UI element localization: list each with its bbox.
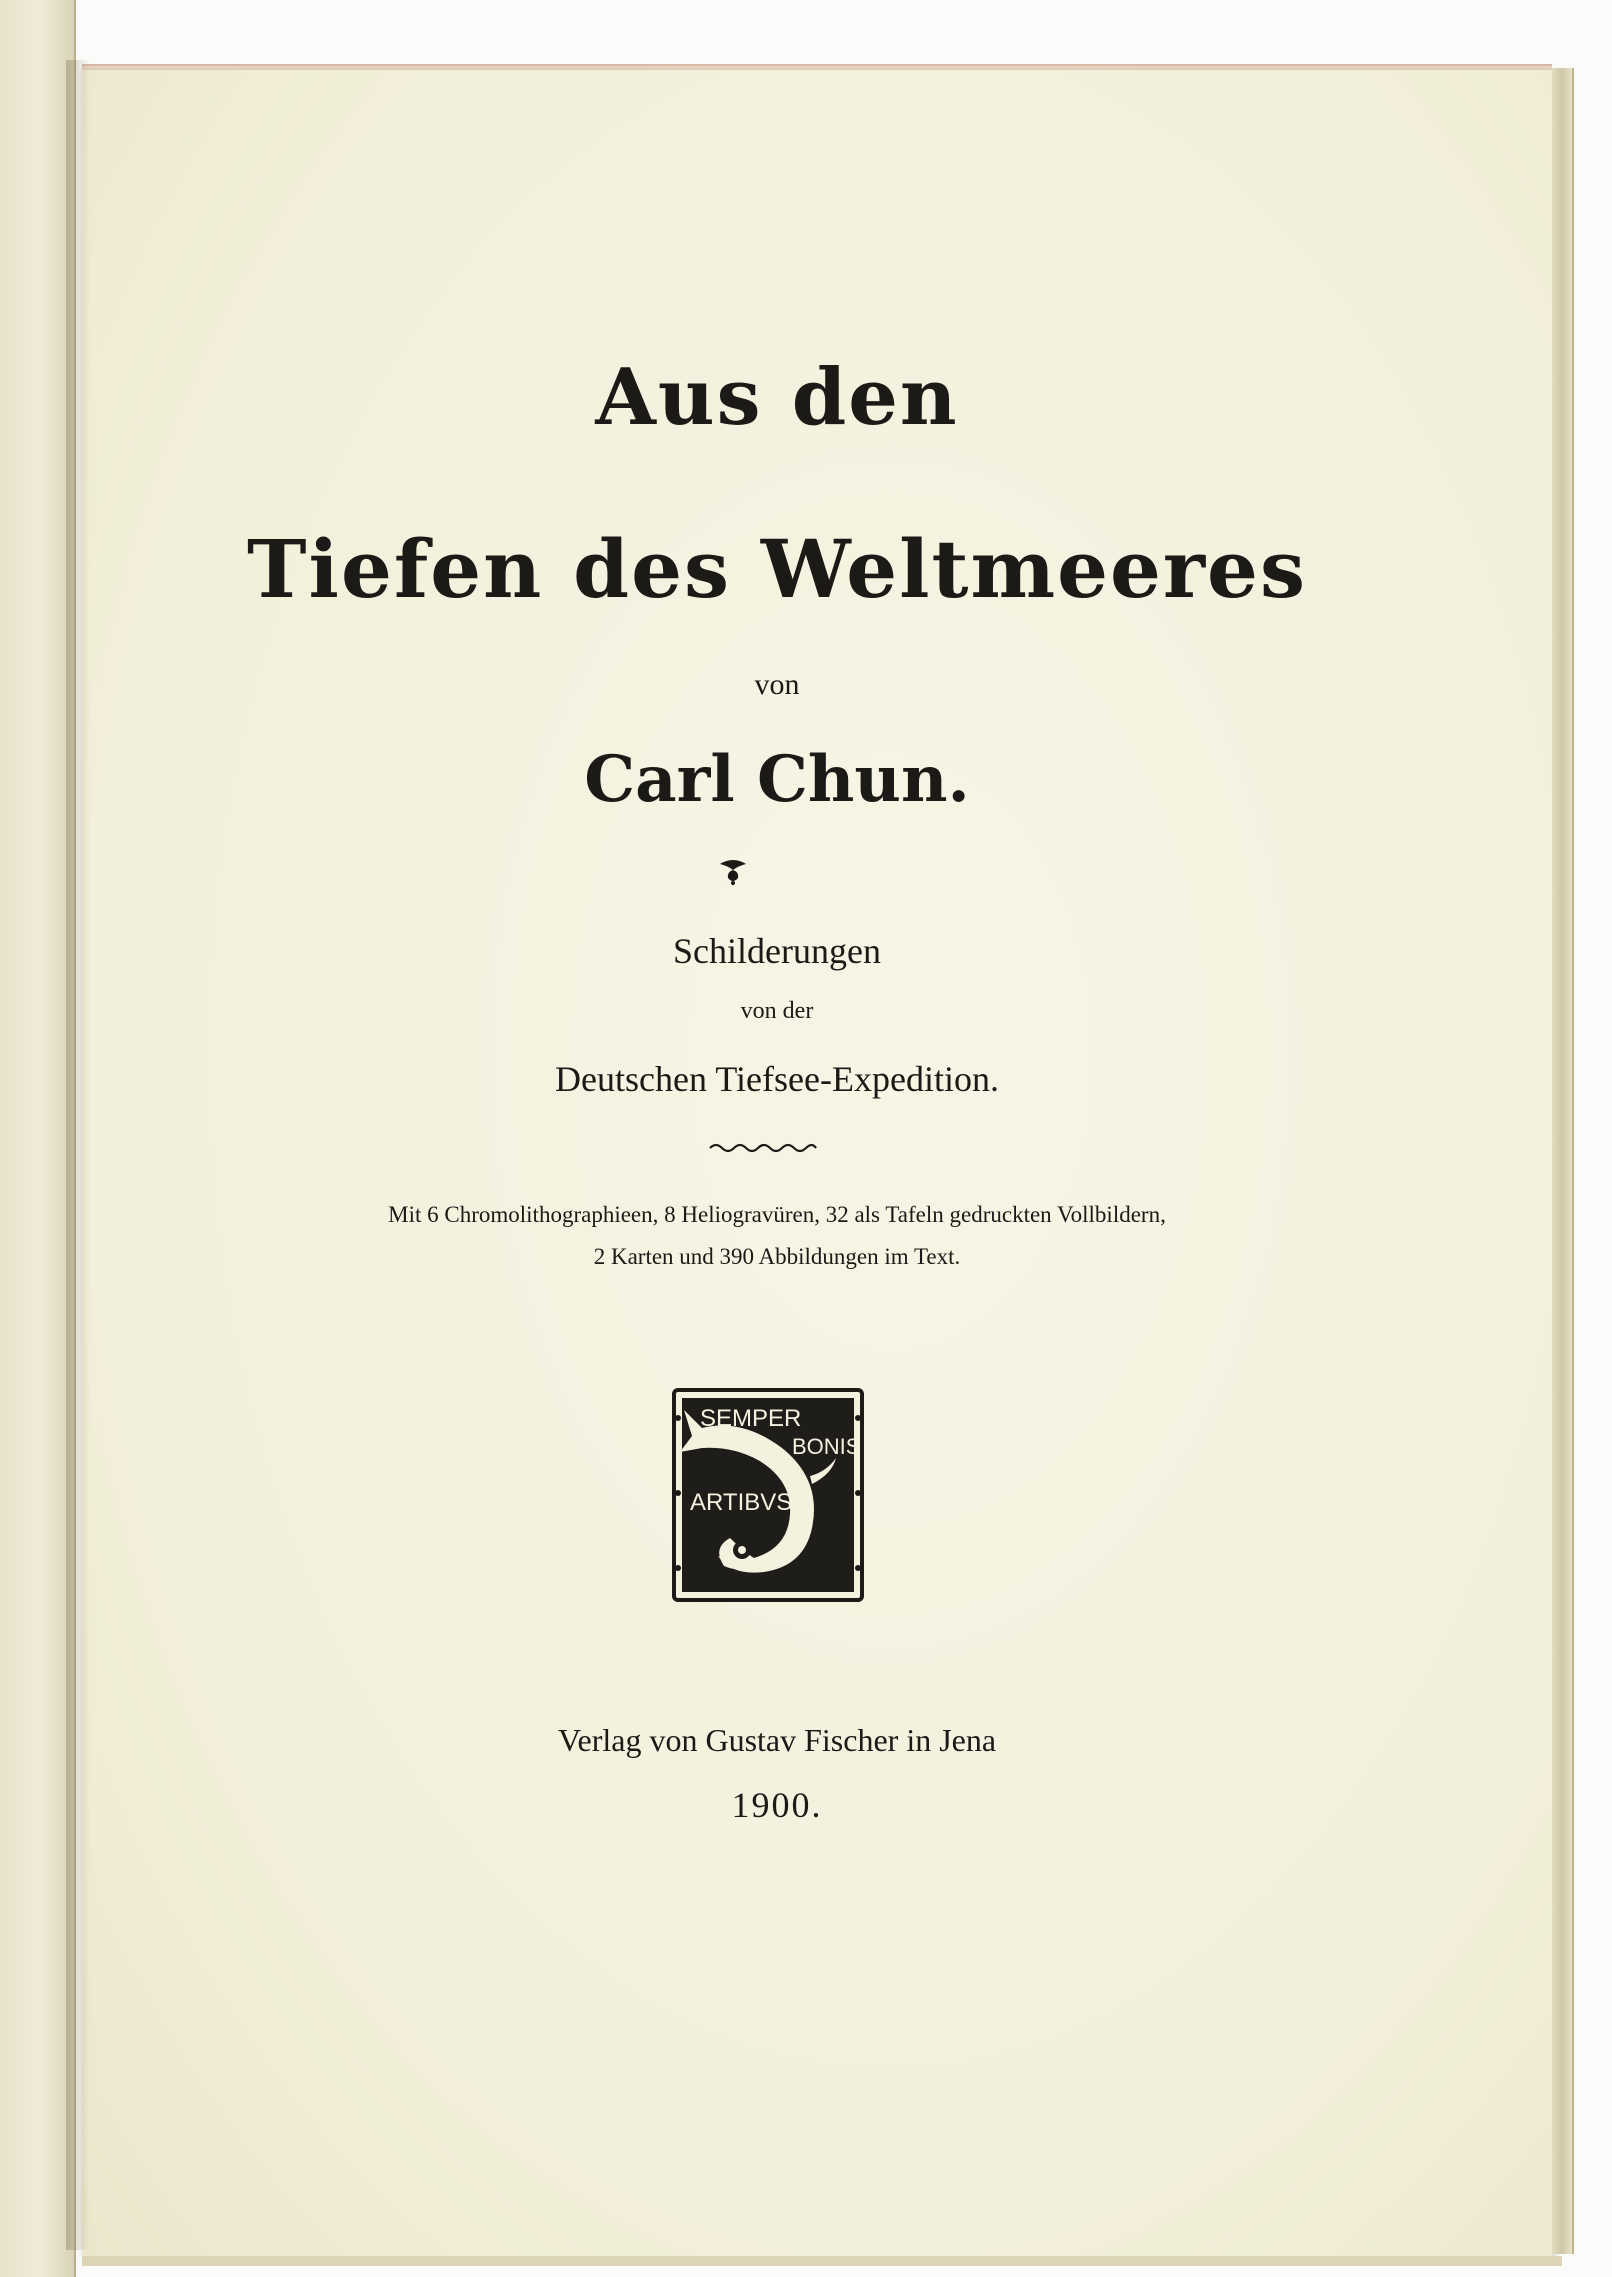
fleuron-icon [716,858,750,886]
svg-text:BONIS: BONIS [792,1434,861,1459]
subtitle: Schilderungen [673,931,881,971]
page-bottom-edge [82,2256,1562,2266]
subtitle-expedition: Deutschen Tiefsee-Expedition. [555,1059,999,1099]
wavy-rule-icon [708,1140,818,1154]
previous-leaf-edge [0,0,76,2277]
fish-printers-mark-icon [672,1388,864,1602]
svg-text:SEMPER: SEMPER [700,1405,802,1432]
title-line-2: Tiefen des Weltmeeres [247,522,1307,616]
contents-line-1: Mit 6 Chromolithographieen, 8 Heliogravüren, 32 als Tafeln gedruckten Vollbildern, [388,1202,1166,1227]
publisher-line: Verlag von Gustav Fischer in Jena [557,1722,997,1758]
page-fore-edge [1552,68,1574,2254]
subtitle-connector: von der [740,998,814,1024]
author-name: Carl Chun. [584,742,970,817]
contents-line-2: 2 Karten und 390 Abbildungen im Text. [593,1244,961,1269]
by-line: von [754,668,800,701]
publication-year: 1900. [731,1785,823,1825]
title-line-1: Aus den [595,352,959,443]
svg-text:ARTIBVS: ARTIBVS [690,1489,793,1516]
